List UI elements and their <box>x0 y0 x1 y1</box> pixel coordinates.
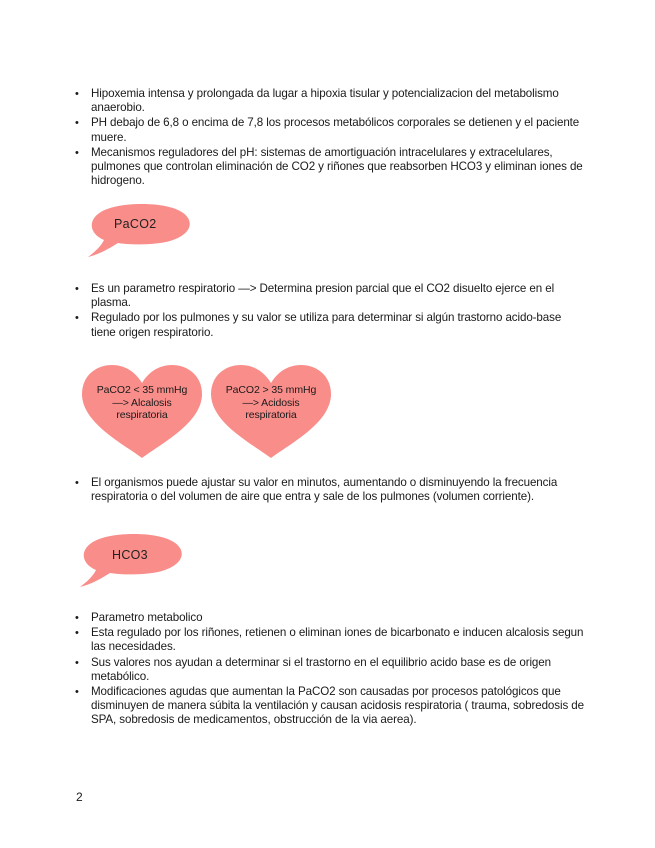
speech-bubble-shape <box>84 204 194 260</box>
list-item: • Regulado por los pulmones y su valor se utiliza para determinar si algún trastorno acido-base tiene origen respiratorio. <box>74 311 584 339</box>
list-item: • Esta regulado por los riñones, retienen o eliminan iones de bicarbonato e inducen alcalosis segun las necesidades. <box>74 626 584 654</box>
list-item: • Sus valores nos ayudan a determinar si el trastorno en el equilibrio acido base es de origen metabólico. <box>74 656 584 684</box>
list-item: • Es un parametro respiratorio —> Determina presion parcial que el CO2 disuelto ejerce en el plasma. <box>74 282 584 310</box>
paco2-bullet-list <box>74 282 584 341</box>
list-item: • Hipoxemia intensa y prolongada da lugar a hipoxia tisular y potencializacion del metabolismo anaerobio. <box>74 87 584 115</box>
heart-line: PaCO2 > 35 mmHg <box>225 384 317 396</box>
paco2-speech-bubble <box>84 204 194 260</box>
heart-line: —> Alcalosis <box>112 396 172 409</box>
hco3-speech-bubble <box>76 534 186 590</box>
speech-bubble-shape <box>76 534 186 590</box>
list-item: • El organismos puede ajustar su valor en minutos, aumentando o disminuyendo la frecuencia respiratoria o del volumen de aire que entra y sale de los pulmones (volumen corriente). <box>74 476 584 504</box>
hco3-bullet-list <box>74 611 584 729</box>
list-item: • Modificaciones agudas que aumentan la PaCO2 son causadas por procesos patológicos que disminuyen de manera súbita la ventilación y causan acidosis respiratoria ( trauma, sobredosis de SPA, sobredosis de medicamentos, obstrucción de la via aerea). <box>74 685 584 728</box>
intro-bullet-list <box>74 87 584 189</box>
heart-alcalosis <box>80 364 204 460</box>
paco2-heading: PaCO2 <box>114 217 157 231</box>
list-item: • Mecanismos reguladores del pH: sistemas de amortiguación intracelulares y extracelulares, pulmones que controlan eliminación de CO2 y riñones que reabsorben HCO3 y eliminan iones de hidrogeno. <box>74 146 584 189</box>
list-item: • Parametro metabolico <box>74 611 584 625</box>
heart-acidosis <box>209 364 333 460</box>
heart-acidosis-text <box>215 384 327 422</box>
heart-line: —> Acidosis <box>242 396 300 409</box>
heart-line: PaCO2 < 35 mmHg <box>96 384 188 396</box>
heart-line: respiratoria <box>245 409 297 421</box>
list-item: • PH debajo de 6,8 o encima de 7,8 los procesos metabólicos corporales se detienen y el paciente muere. <box>74 116 584 144</box>
heart-line: respiratoria <box>116 409 168 421</box>
hco3-heading: HCO3 <box>112 548 148 562</box>
regulation-bullet-list <box>74 476 584 505</box>
heart-alcalosis-text <box>86 384 198 422</box>
page-number: 2 <box>76 790 83 804</box>
